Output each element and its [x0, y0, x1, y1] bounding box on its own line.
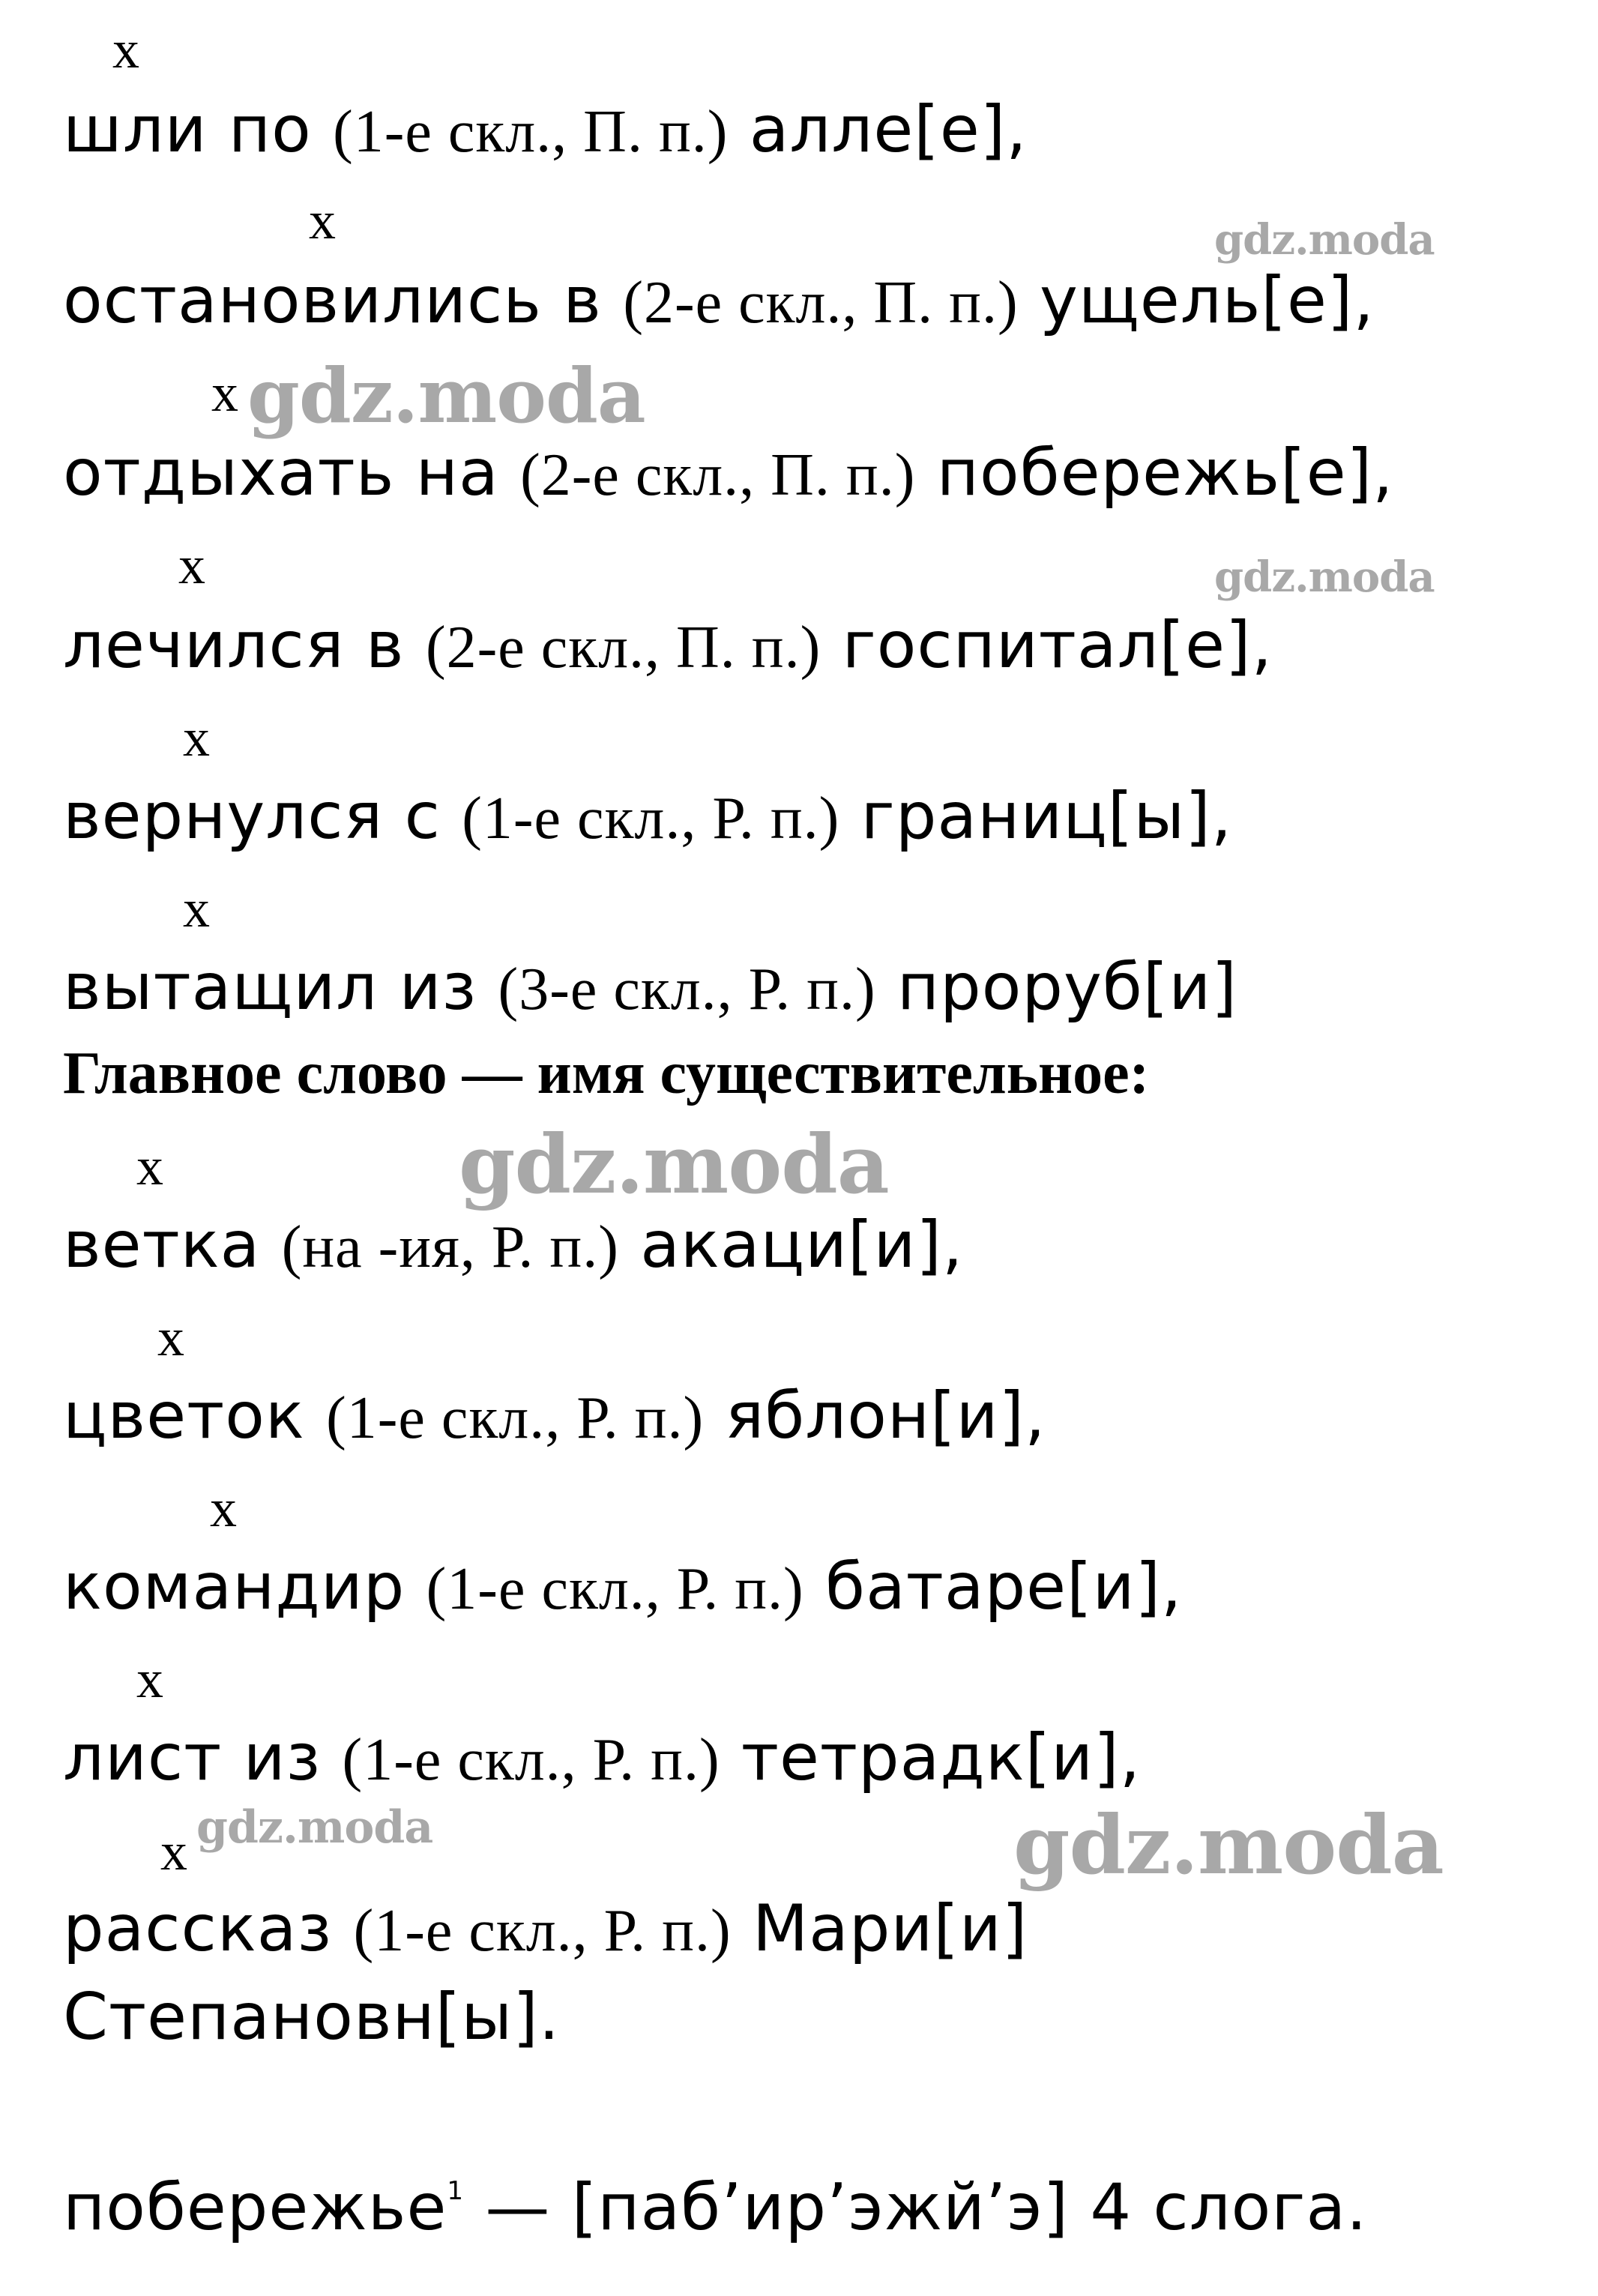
phrase-note: (1-е скл., Р. п.) [462, 786, 840, 852]
phonetics-transcription: — [паб’ир’эжй’э] 4 слога. [485, 2170, 1368, 2245]
stress-mark: x [309, 190, 336, 250]
stress-mark: x [211, 363, 238, 423]
continuation-line: Степановн[ы]. [63, 1980, 561, 2055]
footnote-marker: 1 [447, 2176, 465, 2206]
phrase-note: (3-е скл., Р. п.) [498, 956, 876, 1022]
watermark: gdz.moda [247, 352, 645, 440]
stress-mark: x [183, 879, 210, 938]
watermark: gdz.moda [1214, 215, 1435, 265]
phrase-word: вытащил из [63, 950, 477, 1025]
section-heading: Главное слово — имя существительное: [63, 1040, 1150, 1106]
phrase-note: (2-е скл., П. п.) [520, 442, 916, 508]
phrase-ending: границ[ы], [860, 779, 1233, 854]
watermark: gdz.moda [459, 1118, 889, 1212]
phrase-line [63, 779, 1233, 854]
noun-phrase-line [63, 1208, 964, 1283]
phrase-note: (2-е скл., П. п.) [425, 615, 821, 681]
phrase-ending: Мари[и] [752, 1891, 1028, 1966]
phrase-word: остановились в [63, 263, 602, 338]
phrase-line [63, 92, 1028, 167]
phrase-word: шли по [63, 92, 312, 167]
phrase-word: лист из [63, 1720, 322, 1795]
phrase-ending: госпитал[е], [842, 608, 1273, 683]
stress-mark: x [183, 708, 210, 768]
stress-mark: x [136, 1136, 163, 1196]
phrase-word: вернулся с [63, 779, 441, 854]
phrase-word: лечился в [63, 608, 405, 683]
phrase-word: рассказ [63, 1891, 333, 1966]
stress-mark: x [136, 1649, 163, 1709]
stress-mark: x [160, 1822, 187, 1881]
noun-phrase-line [63, 1378, 1046, 1453]
phrase-word: отдыхать на [63, 436, 499, 510]
phrase-word: цветок [63, 1378, 305, 1453]
phrase-ending: тетрадк[и], [741, 1720, 1142, 1795]
phrase-note: (1-е скл., П. п.) [333, 99, 729, 165]
phrase-ending: побережь[е], [936, 436, 1394, 510]
stress-mark: x [157, 1307, 184, 1367]
watermark: gdz.moda [1013, 1798, 1444, 1893]
phonetics-line [63, 2170, 1368, 2245]
phrase-note: (1-е скл., Р. п.) [326, 1385, 705, 1451]
phrase-note: (1-е скл., Р. п.) [342, 1727, 720, 1793]
watermark: gdz.moda [1214, 552, 1435, 602]
phrase-line [63, 436, 1394, 510]
phrase-line [63, 608, 1273, 683]
noun-phrase-line [63, 1549, 1183, 1624]
phrase-note: (1-е скл., Р. п.) [353, 1898, 732, 1964]
phrase-ending: ущель[е], [1039, 263, 1375, 338]
noun-phrase-line [63, 1891, 1028, 1966]
phrase-note: (1-е скл., Р. п.) [426, 1556, 804, 1622]
phrase-ending: проруб[и] [896, 950, 1237, 1025]
noun-phrase-line [63, 1720, 1142, 1795]
phrase-note: (2-е скл., П. п.) [623, 270, 1019, 336]
phrase-line [63, 263, 1375, 338]
phrase-ending: яблон[и], [725, 1378, 1046, 1453]
stress-mark: x [112, 19, 139, 79]
phrase-ending: алле[е], [749, 92, 1028, 167]
phonetics-word: побережье [63, 2170, 447, 2245]
watermark: gdz.moda [196, 1801, 433, 1854]
phrase-word: командир [63, 1549, 405, 1624]
phrase-line [63, 950, 1237, 1025]
phrase-ending: акаци[и], [640, 1208, 964, 1283]
phrase-note: (на -ия, Р. п.) [281, 1214, 619, 1280]
stress-mark: x [210, 1478, 237, 1538]
phrase-word: ветка [63, 1208, 261, 1283]
stress-mark: x [178, 535, 205, 595]
phrase-ending: батаре[и], [825, 1549, 1183, 1624]
